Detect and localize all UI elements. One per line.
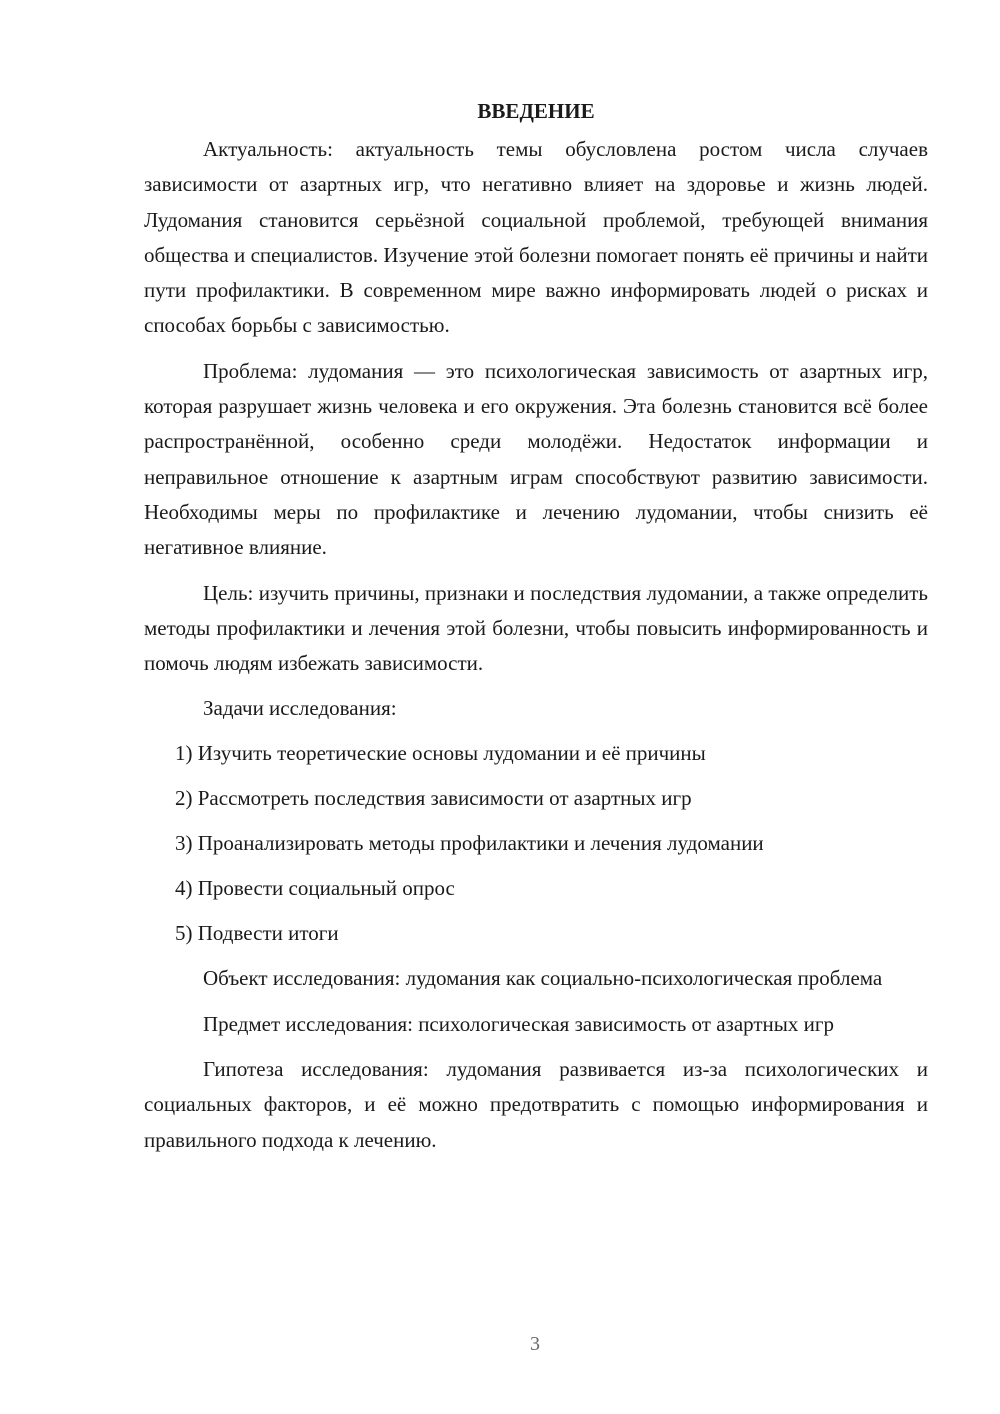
tasks-list	[144, 736, 928, 951]
page-number: 3	[530, 1333, 540, 1355]
task-item: 5) Подвести итоги	[175, 921, 339, 946]
task-item: 3) Проанализировать методы профилактики и лечения лудомании	[175, 831, 764, 856]
hypothesis-paragraph: Гипотеза исследования: лудомания развивается из-за психологических и социальных факторов, и её можно предотвратить с помощью информирования и правильного подхода к лечению.	[144, 1057, 928, 1152]
relevance-paragraph: Актуальность: актуальность темы обусловлена ростом числа случаев зависимости от азартных игр, что негативно влияет на здоровье и жизнь людей. Лудомания становится серьёзной социальной проблемой, требующей внимания общества и специалистов. Изучение этой болезни помогает понять её причины и найти пути профилактики. В современном мире важно информировать людей о рисках и способах борьбы с зависимостью.	[144, 137, 928, 338]
task-item: 2) Рассмотреть последствия зависимости от азартных игр	[175, 786, 692, 811]
section-title: ВВЕДЕНИЕ	[477, 99, 595, 123]
task-item: 1) Изучить теоретические основы лудомании и её причины	[175, 741, 706, 766]
tasks-heading: Задачи исследования:	[203, 696, 397, 721]
object-paragraph: Объект исследования: лудомания как социально-психологическая проблема	[203, 966, 883, 991]
task-item: 4) Провести социальный опрос	[175, 876, 455, 901]
document-page	[144, 96, 928, 1168]
subject-paragraph: Предмет исследования: психологическая зависимость от азартных игр	[203, 1011, 834, 1036]
goal-paragraph: Цель: изучить причины, признаки и последствия лудомании, а также определить методы профилактики и лечения этой болезни, чтобы повысить информированность и помочь людям избежать зависимости.	[144, 580, 928, 676]
problem-paragraph: Проблема: лудомания — это психологическая зависимость от азартных игр, которая разрушает жизнь человека и его окружения. Эта болезнь становится всё более распространённой, особенно среди молодёжи. Недостаток информации и неправильное отношение к азартным играм способствуют развитию зависимости. Необходимы меры по профилактике и лечению лудомании, чтобы снизить её негативное влияние.	[144, 358, 928, 560]
